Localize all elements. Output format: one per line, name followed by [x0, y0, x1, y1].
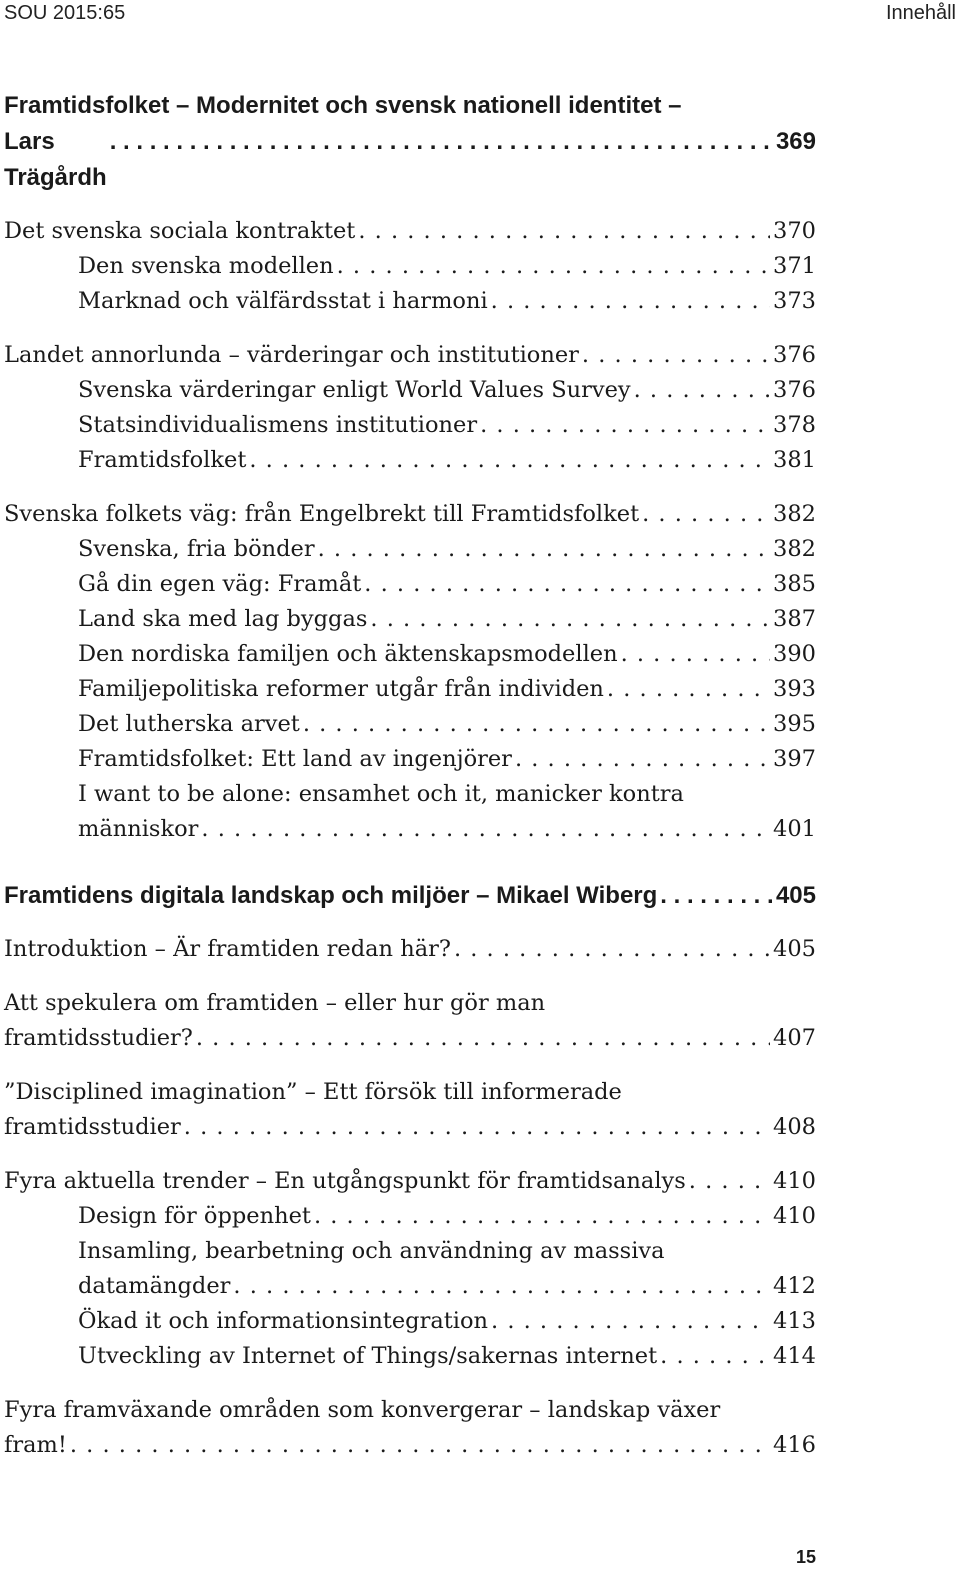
toc-page-number: 408 [773, 1114, 816, 1140]
dot-leader [607, 672, 770, 707]
toc-page-number: 397 [773, 746, 816, 772]
toc-section[interactable] [4, 214, 816, 249]
toc-subsection[interactable] [4, 672, 816, 707]
toc-entry-title: Introduktion – Är framtiden redan här? [4, 932, 454, 967]
toc-section[interactable] [4, 932, 816, 967]
running-head [0, 2, 960, 26]
table-of-contents [4, 88, 816, 1463]
toc-entry-title: Fyra aktuella trender – En utgångspunkt för framtidsanalys [4, 1164, 689, 1199]
toc-page-number: 413 [773, 1308, 816, 1334]
toc-page-number: 410 [773, 1168, 816, 1194]
toc-section[interactable] [4, 986, 816, 1056]
toc-section[interactable] [4, 1393, 816, 1463]
toc-section[interactable] [4, 1075, 816, 1145]
toc-subsection[interactable] [4, 742, 816, 777]
dot-leader [621, 637, 770, 672]
toc-entry-title: Svenska, fria bönder [78, 532, 318, 567]
dot-leader [337, 249, 770, 284]
toc-page-number: 385 [773, 571, 816, 597]
dot-leader [201, 812, 770, 847]
toc-page-number: 395 [773, 711, 816, 737]
toc-subsection[interactable] [4, 707, 816, 742]
dot-leader [184, 1110, 770, 1145]
toc-entry-title: Marknad och välfärdsstat i harmoni [78, 284, 491, 319]
toc-entry-title-line1: Insamling, bearbetning och användning av massiva [78, 1238, 665, 1264]
toc-entry-title: Utveckling av Internet of Things/sakernas internet [78, 1339, 660, 1374]
toc-entry-title: Landet annorlunda – värderingar och institutioner [4, 338, 582, 373]
toc-page-number: 416 [773, 1432, 816, 1458]
toc-entry-title-line2: människor [78, 812, 201, 847]
toc-page-number: 382 [773, 536, 816, 562]
toc-chapter-title-line1: Framtidsfolket – Modernitet och svensk nationell identitet – [4, 92, 682, 119]
toc-entry-title: Det lutherska arvet [78, 707, 303, 742]
toc-subsection[interactable] [4, 1304, 816, 1339]
toc-page-number: 401 [773, 816, 816, 842]
toc-page-number: 381 [773, 447, 816, 473]
toc-page-number: 378 [773, 412, 816, 438]
section-title: Innehåll [885, 2, 956, 24]
toc-subsection[interactable] [4, 408, 816, 443]
toc-entry-title: Land ska med lag byggas [78, 602, 370, 637]
dot-leader [491, 1304, 770, 1339]
toc-entry-title-line2: framtidsstudier? [4, 1021, 196, 1056]
toc-page-number: 412 [773, 1273, 816, 1299]
dot-leader [303, 707, 770, 742]
toc-page-number: 369 [775, 128, 816, 155]
toc-subsection[interactable] [4, 1234, 816, 1304]
toc-entry-title: Familjepolitiska reformer utgår från individen [78, 672, 607, 707]
toc-page-number: 405 [773, 936, 816, 962]
toc-page-number: 376 [773, 377, 816, 403]
dot-leader [454, 932, 770, 967]
toc-entry-title: Den nordiska familjen och äktenskapsmodellen [78, 637, 621, 672]
toc-subsection[interactable] [4, 249, 816, 284]
toc-entry-title: Framtidsfolket: Ett land av ingenjörer [78, 742, 515, 777]
dot-leader [70, 1428, 770, 1463]
toc-page-number: 387 [773, 606, 816, 632]
dot-leader [491, 284, 770, 319]
toc-entry-title: Framtidsfolket [78, 443, 249, 478]
toc-entry-title: Design för öppenhet [78, 1199, 314, 1234]
toc-page-number: 376 [773, 342, 816, 368]
toc-entry-title: Statsindividualismens institutioner [78, 408, 480, 443]
toc-entry-title: Ökad it och informationsintegration [78, 1304, 491, 1339]
dot-leader [660, 878, 773, 914]
toc-page-number: 407 [773, 1025, 816, 1051]
toc-page-number: 405 [775, 882, 816, 909]
dot-leader [370, 602, 770, 637]
toc-page-number: 410 [773, 1203, 816, 1229]
dot-leader [689, 1164, 770, 1199]
toc-subsection[interactable] [4, 602, 816, 637]
toc-entry-title-line2: framtidsstudier [4, 1110, 184, 1145]
dot-leader [110, 124, 773, 160]
toc-entry-title-line1: I want to be alone: ensamhet och it, manicker kontra [78, 781, 684, 807]
toc-entry-title: Den svenska modellen [78, 249, 337, 284]
toc-entry-title-line1: Fyra framväxande områden som konvergerar – landskap växer [4, 1397, 721, 1423]
toc-subsection[interactable] [4, 637, 816, 672]
dot-leader [642, 497, 770, 532]
dot-leader [249, 443, 770, 478]
toc-chapter[interactable] [4, 88, 816, 196]
toc-chapter[interactable] [4, 878, 816, 914]
dot-leader [233, 1269, 770, 1304]
toc-section[interactable] [4, 1164, 816, 1199]
toc-subsection[interactable] [4, 373, 816, 408]
dot-leader [314, 1199, 770, 1234]
toc-entry-title-line2: fram! [4, 1428, 70, 1463]
toc-page-number: 414 [773, 1343, 816, 1369]
toc-page-number: 382 [773, 501, 816, 527]
toc-page-number: 373 [773, 288, 816, 314]
dot-leader [582, 338, 770, 373]
toc-entry-title-line1: ”Disciplined imagination” – Ett försök till informerade [4, 1079, 622, 1105]
toc-entry-title: Svenska värderingar enligt World Values Survey [78, 373, 634, 408]
toc-subsection[interactable] [4, 284, 816, 319]
dot-leader [196, 1021, 770, 1056]
toc-page-number: 390 [773, 641, 816, 667]
toc-subsection[interactable] [4, 1199, 816, 1234]
toc-entry-title: Det svenska sociala kontraktet [4, 214, 358, 249]
toc-entry-title: Gå din egen väg: Framåt [78, 567, 364, 602]
toc-subsection[interactable] [4, 443, 816, 478]
dot-leader [634, 373, 770, 408]
toc-entry-title-line1: Att spekulera om framtiden – eller hur gör man [4, 990, 546, 1016]
toc-page-number: 393 [773, 676, 816, 702]
page-number: 15 [795, 1547, 816, 1567]
dot-leader [515, 742, 770, 777]
dot-leader [480, 408, 770, 443]
toc-chapter-title-line2: Lars Trägårdh [4, 124, 110, 196]
dot-leader [364, 567, 770, 602]
dot-leader [358, 214, 770, 249]
toc-subsection[interactable] [4, 567, 816, 602]
toc-chapter-title: Framtidens digitala landskap och miljöer – Mikael Wiberg [4, 878, 660, 914]
toc-page-number: 370 [773, 218, 816, 244]
dot-leader [660, 1339, 770, 1374]
report-id: SOU 2015:65 [4, 2, 126, 24]
toc-page-number: 371 [773, 253, 816, 279]
dot-leader [318, 532, 770, 567]
toc-section[interactable] [4, 338, 816, 373]
toc-subsection[interactable] [4, 532, 816, 567]
toc-subsection[interactable] [4, 777, 816, 847]
toc-subsection[interactable] [4, 1339, 816, 1374]
toc-entry-title: Svenska folkets väg: från Engelbrekt till Framtidsfolket [4, 497, 642, 532]
toc-entry-title-line2: datamängder [78, 1269, 233, 1304]
toc-section[interactable] [4, 497, 816, 532]
